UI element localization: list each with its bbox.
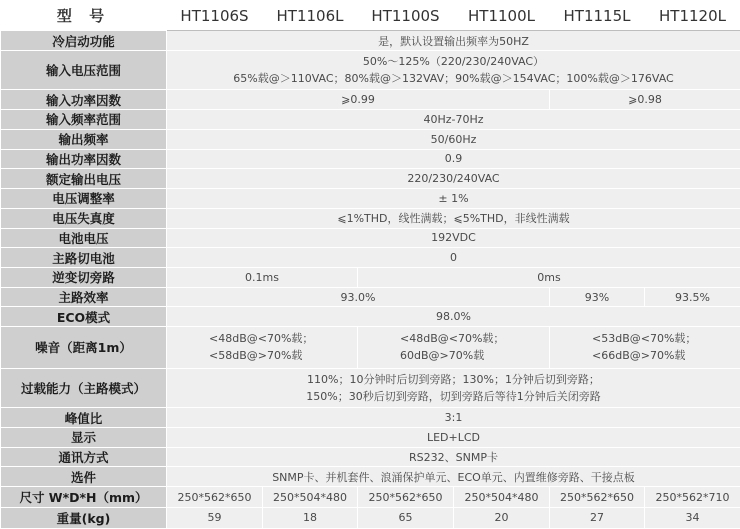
value-line: <48dB@<70%载；: [400, 332, 505, 346]
row-value: 250*562*650: [358, 487, 454, 508]
row-label: 冷启动功能: [1, 31, 167, 51]
model-name: HT1106L: [263, 1, 358, 31]
row-value: 0ms: [358, 267, 740, 287]
row-value: 40Hz-70Hz: [167, 110, 740, 130]
spec-row: [1, 427, 740, 447]
spec-row: [1, 327, 740, 369]
row-value: 93.0%: [167, 287, 550, 307]
row-value: 192VDC: [167, 228, 740, 248]
row-label: 电池电压: [1, 228, 167, 248]
row-value: 是，默认设置输出频率为50HZ: [167, 31, 740, 51]
row-value: 250*504*480: [263, 487, 358, 508]
row-value: ⩾0.99: [167, 90, 550, 110]
row-label: 主路切电池: [1, 248, 167, 268]
row-label: ECO模式: [1, 307, 167, 327]
spec-row: [1, 267, 740, 287]
spec-row: [1, 129, 740, 149]
value-line: <48dB@<70%载；: [209, 332, 314, 346]
model-name: HT1100S: [358, 1, 454, 31]
row-label: 输入电压范围: [1, 50, 167, 89]
row-value: [167, 50, 740, 89]
row-value: 27: [550, 507, 645, 528]
spec-row: [1, 169, 740, 189]
row-value: [167, 327, 358, 369]
spec-row: [1, 447, 740, 467]
row-value: 250*562*650: [167, 487, 263, 508]
spec-row: [1, 228, 740, 248]
value-line: 50%～125%（220/230/240VAC）: [362, 55, 545, 69]
model-header-label: 型 号: [1, 1, 167, 31]
spec-row: [1, 110, 740, 130]
spec-row: [1, 248, 740, 268]
model-name: HT1120L: [645, 1, 740, 31]
row-value: ⩾0.98: [550, 90, 740, 110]
row-value: ⩽1%THD，线性满载；⩽5%THD，非线性满载: [167, 208, 740, 228]
spec-row: [1, 307, 740, 327]
row-value: 3:1: [167, 408, 740, 428]
value-line: <53dB@<70%载；: [592, 332, 697, 346]
row-value: [358, 327, 550, 369]
value-line: 110%；10分钟时后切到旁路；130%；1分钟后切到旁路；: [307, 372, 600, 386]
value-line: <66dB@>70%载: [592, 349, 686, 363]
row-value: [167, 368, 740, 407]
row-label: 输入功率因数: [1, 90, 167, 110]
value-line: 150%；30秒后切到旁路，切到旁路后等待1分钟后关闭旁路: [306, 389, 601, 403]
row-value: 0: [167, 248, 740, 268]
row-value: 93.5%: [645, 287, 740, 307]
row-value: 98.0%: [167, 307, 740, 327]
row-value: 0.1ms: [167, 267, 358, 287]
row-label: 显示: [1, 427, 167, 447]
row-label: 噪音（距离1m）: [1, 327, 167, 369]
model-name: HT1115L: [550, 1, 645, 31]
spec-row: [1, 208, 740, 228]
row-label: 电压失真度: [1, 208, 167, 228]
spec-row: [1, 408, 740, 428]
value-line: 60dB@>70%载: [400, 349, 485, 363]
row-label: 尺寸 W*D*H（mm）: [1, 487, 167, 508]
spec-row: [1, 31, 740, 51]
row-value: LED+LCD: [167, 427, 740, 447]
row-value: 220/230/240VAC: [167, 169, 740, 189]
row-label: 输出频率: [1, 129, 167, 149]
row-value: [550, 327, 740, 369]
row-value: 20: [454, 507, 550, 528]
row-value: 250*562*710: [645, 487, 740, 508]
spec-row: [1, 50, 740, 89]
spec-row: [1, 368, 740, 407]
header-row: [1, 1, 740, 31]
row-value: 34: [645, 507, 740, 528]
spec-row: [1, 189, 740, 209]
row-label: 选件: [1, 467, 167, 487]
model-name: HT1106S: [167, 1, 263, 31]
row-value: 93%: [550, 287, 645, 307]
row-value: SNMP卡、并机套件、浪涌保护单元、ECO单元、内置维修旁路、干接点板: [167, 467, 740, 487]
row-label: 过载能力（主路模式）: [1, 368, 167, 407]
row-value: 50/60Hz: [167, 129, 740, 149]
row-label: 主路效率: [1, 287, 167, 307]
model-name: HT1100L: [454, 1, 550, 31]
row-value: 59: [167, 507, 263, 528]
row-value: 0.9: [167, 149, 740, 169]
spec-row: [1, 90, 740, 110]
row-label: 逆变切旁路: [1, 267, 167, 287]
row-label: 峰值比: [1, 408, 167, 428]
spec-row: [1, 507, 740, 528]
row-value: 65: [358, 507, 454, 528]
value-line: 65%载@＞110VAC；80%载@＞132VAV；90%载@＞154VAC；100%载@＞176VAC: [233, 72, 674, 86]
spec-row: [1, 487, 740, 508]
row-label: 通讯方式: [1, 447, 167, 467]
spec-row: [1, 467, 740, 487]
spec-row: [1, 149, 740, 169]
row-value: 18: [263, 507, 358, 528]
row-label: 输入频率范围: [1, 110, 167, 130]
spec-row: [1, 287, 740, 307]
row-label: 额定输出电压: [1, 169, 167, 189]
row-label: 重量(kg): [1, 507, 167, 528]
row-label: 输出功率因数: [1, 149, 167, 169]
value-line: <58dB@>70%载: [209, 349, 303, 363]
row-value: RS232、SNMP卡: [167, 447, 740, 467]
row-value: 250*562*650: [550, 487, 645, 508]
row-value: ± 1%: [167, 189, 740, 209]
row-label: 电压调整率: [1, 189, 167, 209]
row-value: 250*504*480: [454, 487, 550, 508]
